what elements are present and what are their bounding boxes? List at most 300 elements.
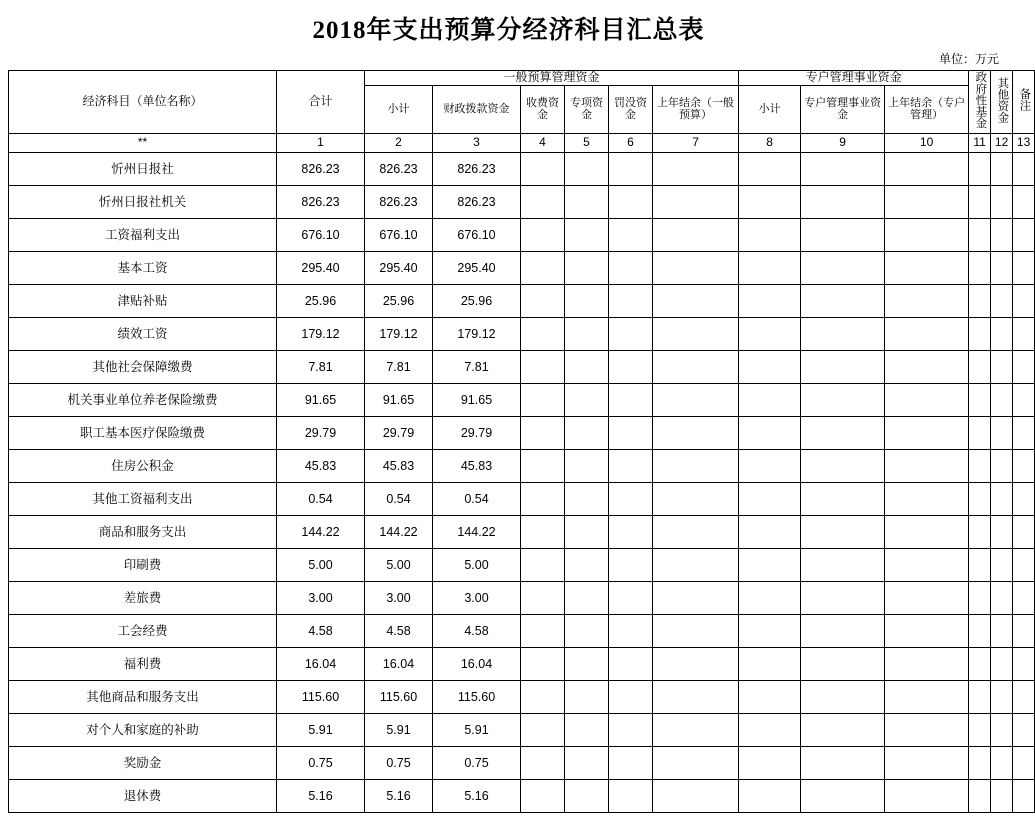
- cell-other-fund: [991, 284, 1013, 317]
- cell-gov-fund: [969, 482, 991, 515]
- cell-special-carryover: [885, 350, 969, 383]
- table-row: [9, 152, 1035, 185]
- cell-fine: [609, 680, 653, 713]
- cell-special-carryover: [885, 713, 969, 746]
- cell-carryover: [653, 647, 739, 680]
- cell-other-fund: [991, 185, 1013, 218]
- cell-special-subtotal: [739, 416, 801, 449]
- cell-special-carryover: [885, 779, 969, 812]
- table-row: [9, 251, 1035, 284]
- cell-subject-name: 津贴补贴: [9, 284, 277, 317]
- cell-special-fund: [801, 614, 885, 647]
- table-row: [9, 746, 1035, 779]
- cell-remark: [1013, 251, 1035, 284]
- cell-special-carryover: [885, 185, 969, 218]
- cell-gov-fund: [969, 746, 991, 779]
- header-remark-text: 备注: [1018, 88, 1031, 112]
- cell-general-subtotal: 144.22: [365, 515, 433, 548]
- cell-special-carryover: [885, 218, 969, 251]
- cell-total: 25.96: [277, 284, 365, 317]
- cell-special-subtotal: [739, 185, 801, 218]
- cell-fiscal: 5.00: [433, 548, 521, 581]
- cell-fee: [521, 746, 565, 779]
- cell-total: 0.75: [277, 746, 365, 779]
- header-special-carryover: 上年结余（专户管理）: [885, 85, 969, 133]
- cell-general-subtotal: 5.00: [365, 548, 433, 581]
- cell-gov-fund: [969, 581, 991, 614]
- cell-fee: [521, 548, 565, 581]
- cell-remark: [1013, 614, 1035, 647]
- cell-other-fund: [991, 218, 1013, 251]
- colnum-12: 12: [991, 133, 1013, 152]
- cell-other-fund: [991, 350, 1013, 383]
- cell-special-fund: [801, 284, 885, 317]
- colnum-4: 4: [521, 133, 565, 152]
- cell-other-fund: [991, 152, 1013, 185]
- cell-fine: [609, 383, 653, 416]
- table-row: [9, 350, 1035, 383]
- cell-special: [565, 383, 609, 416]
- cell-carryover: [653, 218, 739, 251]
- cell-special-subtotal: [739, 449, 801, 482]
- cell-total: 91.65: [277, 383, 365, 416]
- cell-general-subtotal: 295.40: [365, 251, 433, 284]
- cell-remark: [1013, 350, 1035, 383]
- cell-carryover: [653, 746, 739, 779]
- cell-fee: [521, 185, 565, 218]
- cell-total: 0.54: [277, 482, 365, 515]
- cell-remark: [1013, 185, 1035, 218]
- cell-special-fund: [801, 680, 885, 713]
- header-general-fee-text: 收费资金: [526, 96, 559, 122]
- header-general-special: [565, 85, 609, 133]
- cell-subject-name: 商品和服务支出: [9, 515, 277, 548]
- cell-special-carryover: [885, 614, 969, 647]
- table-row: [9, 185, 1035, 218]
- cell-fiscal: 7.81: [433, 350, 521, 383]
- colnum-1: 1: [277, 133, 365, 152]
- cell-total: 16.04: [277, 647, 365, 680]
- cell-special-fund: [801, 548, 885, 581]
- cell-remark: [1013, 647, 1035, 680]
- cell-special-carryover: [885, 680, 969, 713]
- cell-special: [565, 746, 609, 779]
- cell-subject-name: 其他社会保障缴费: [9, 350, 277, 383]
- cell-fee: [521, 482, 565, 515]
- cell-carryover: [653, 152, 739, 185]
- cell-gov-fund: [969, 779, 991, 812]
- cell-carryover: [653, 383, 739, 416]
- cell-subject-name: 工资福利支出: [9, 218, 277, 251]
- table-row: [9, 284, 1035, 317]
- cell-fine: [609, 416, 653, 449]
- cell-general-subtotal: 179.12: [365, 317, 433, 350]
- cell-other-fund: [991, 416, 1013, 449]
- cell-other-fund: [991, 317, 1013, 350]
- cell-remark: [1013, 713, 1035, 746]
- cell-total: 3.00: [277, 581, 365, 614]
- cell-fine: [609, 317, 653, 350]
- cell-carryover: [653, 482, 739, 515]
- cell-other-fund: [991, 647, 1013, 680]
- cell-subject-name: 其他商品和服务支出: [9, 680, 277, 713]
- cell-special-subtotal: [739, 779, 801, 812]
- cell-special: [565, 350, 609, 383]
- cell-special-carryover: [885, 482, 969, 515]
- cell-total: 144.22: [277, 515, 365, 548]
- cell-special-carryover: [885, 548, 969, 581]
- cell-remark: [1013, 482, 1035, 515]
- cell-gov-fund: [969, 548, 991, 581]
- cell-fiscal: 91.65: [433, 383, 521, 416]
- cell-fine: [609, 713, 653, 746]
- page-title: 2018年支出预算分经济科目汇总表: [312, 17, 705, 44]
- cell-special-carryover: [885, 581, 969, 614]
- cell-general-subtotal: 4.58: [365, 614, 433, 647]
- cell-special: [565, 449, 609, 482]
- cell-fiscal: 115.60: [433, 680, 521, 713]
- colnum-13: 13: [1013, 133, 1035, 152]
- header-general-subtotal: 小计: [365, 85, 433, 133]
- cell-special-subtotal: [739, 317, 801, 350]
- table-header-row-1: [9, 71, 1035, 86]
- cell-special-fund: [801, 416, 885, 449]
- cell-special-subtotal: [739, 350, 801, 383]
- colnum-11: 11: [969, 133, 991, 152]
- cell-fee: [521, 284, 565, 317]
- cell-fee: [521, 152, 565, 185]
- cell-special-fund: [801, 482, 885, 515]
- cell-subject-name: 职工基本医疗保险缴费: [9, 416, 277, 449]
- header-general-fiscal: 财政拨款资金: [433, 85, 521, 133]
- cell-fine: [609, 218, 653, 251]
- cell-other-fund: [991, 581, 1013, 614]
- cell-fine: [609, 647, 653, 680]
- cell-special-carryover: [885, 284, 969, 317]
- cell-carryover: [653, 581, 739, 614]
- cell-fiscal: 16.04: [433, 647, 521, 680]
- cell-special-subtotal: [739, 515, 801, 548]
- cell-remark: [1013, 416, 1035, 449]
- cell-special-carryover: [885, 647, 969, 680]
- cell-general-subtotal: 91.65: [365, 383, 433, 416]
- cell-gov-fund: [969, 185, 991, 218]
- header-other-fund-text: 其他资金: [996, 76, 1009, 123]
- cell-fine: [609, 449, 653, 482]
- cell-carryover: [653, 350, 739, 383]
- cell-gov-fund: [969, 383, 991, 416]
- cell-special-fund: [801, 515, 885, 548]
- cell-special-subtotal: [739, 746, 801, 779]
- cell-fee: [521, 449, 565, 482]
- cell-carryover: [653, 779, 739, 812]
- cell-general-subtotal: 115.60: [365, 680, 433, 713]
- cell-subject-name: 忻州日报社: [9, 152, 277, 185]
- cell-fiscal: 0.75: [433, 746, 521, 779]
- cell-carryover: [653, 251, 739, 284]
- table-row: [9, 548, 1035, 581]
- cell-general-subtotal: 5.16: [365, 779, 433, 812]
- cell-gov-fund: [969, 416, 991, 449]
- cell-remark: [1013, 449, 1035, 482]
- cell-special-subtotal: [739, 152, 801, 185]
- cell-fee: [521, 581, 565, 614]
- cell-subject-name: 绩效工资: [9, 317, 277, 350]
- cell-general-subtotal: 3.00: [365, 581, 433, 614]
- cell-subject-name: 差旅费: [9, 581, 277, 614]
- unit-note: 单位：万元: [938, 52, 999, 66]
- cell-fine: [609, 548, 653, 581]
- cell-subject-name: 退休费: [9, 779, 277, 812]
- cell-carryover: [653, 317, 739, 350]
- cell-special: [565, 713, 609, 746]
- cell-other-fund: [991, 746, 1013, 779]
- colnum-7: 7: [653, 133, 739, 152]
- cell-special: [565, 482, 609, 515]
- cell-special: [565, 779, 609, 812]
- cell-remark: [1013, 680, 1035, 713]
- cell-special-fund: [801, 746, 885, 779]
- cell-fine: [609, 746, 653, 779]
- cell-fee: [521, 383, 565, 416]
- cell-special: [565, 251, 609, 284]
- table-body: [9, 152, 1035, 812]
- cell-subject-name: 基本工资: [9, 251, 277, 284]
- cell-other-fund: [991, 383, 1013, 416]
- cell-fiscal: 4.58: [433, 614, 521, 647]
- cell-total: 115.60: [277, 680, 365, 713]
- cell-fee: [521, 515, 565, 548]
- cell-other-fund: [991, 482, 1013, 515]
- cell-gov-fund: [969, 251, 991, 284]
- cell-fine: [609, 779, 653, 812]
- header-special-subtotal: 小计: [739, 85, 801, 133]
- header-general-carryover: 上年结余（一般预算）: [653, 85, 739, 133]
- table-row: [9, 581, 1035, 614]
- cell-carryover: [653, 680, 739, 713]
- cell-gov-fund: [969, 647, 991, 680]
- header-general-fine: [609, 85, 653, 133]
- cell-remark: [1013, 284, 1035, 317]
- cell-fine: [609, 350, 653, 383]
- cell-general-subtotal: 45.83: [365, 449, 433, 482]
- cell-special-fund: [801, 251, 885, 284]
- cell-fine: [609, 152, 653, 185]
- cell-fee: [521, 779, 565, 812]
- colnum-9: 9: [801, 133, 885, 152]
- cell-general-subtotal: 7.81: [365, 350, 433, 383]
- cell-general-subtotal: 16.04: [365, 647, 433, 680]
- header-group-general: 一般预算管理资金: [365, 71, 739, 86]
- cell-remark: [1013, 383, 1035, 416]
- cell-general-subtotal: 826.23: [365, 185, 433, 218]
- cell-total: 45.83: [277, 449, 365, 482]
- cell-special: [565, 515, 609, 548]
- colnum-5: 5: [565, 133, 609, 152]
- cell-special-carryover: [885, 416, 969, 449]
- header-total: 合计: [277, 71, 365, 134]
- cell-special: [565, 647, 609, 680]
- cell-gov-fund: [969, 152, 991, 185]
- cell-special-subtotal: [739, 581, 801, 614]
- cell-fiscal: 295.40: [433, 251, 521, 284]
- cell-remark: [1013, 746, 1035, 779]
- cell-total: 5.00: [277, 548, 365, 581]
- cell-gov-fund: [969, 713, 991, 746]
- header-other-fund: [991, 71, 1013, 134]
- budget-summary-table: [8, 70, 1035, 813]
- cell-special-subtotal: [739, 680, 801, 713]
- table-row: [9, 515, 1035, 548]
- cell-total: 179.12: [277, 317, 365, 350]
- cell-carryover: [653, 548, 739, 581]
- colnum-subject: **: [9, 133, 277, 152]
- cell-remark: [1013, 515, 1035, 548]
- colnum-8: 8: [739, 133, 801, 152]
- cell-gov-fund: [969, 614, 991, 647]
- cell-special: [565, 152, 609, 185]
- cell-special: [565, 614, 609, 647]
- cell-fiscal: 5.16: [433, 779, 521, 812]
- cell-remark: [1013, 218, 1035, 251]
- cell-subject-name: 机关事业单位养老保险缴费: [9, 383, 277, 416]
- cell-fine: [609, 482, 653, 515]
- cell-fiscal: 144.22: [433, 515, 521, 548]
- cell-carryover: [653, 449, 739, 482]
- cell-other-fund: [991, 779, 1013, 812]
- header-general-special-text: 专项资金: [570, 96, 603, 122]
- cell-general-subtotal: 5.91: [365, 713, 433, 746]
- cell-fee: [521, 350, 565, 383]
- cell-general-subtotal: 0.75: [365, 746, 433, 779]
- cell-fiscal: 826.23: [433, 185, 521, 218]
- cell-special: [565, 416, 609, 449]
- cell-special-carryover: [885, 449, 969, 482]
- colnum-2: 2: [365, 133, 433, 152]
- cell-special-fund: [801, 581, 885, 614]
- cell-fee: [521, 317, 565, 350]
- cell-gov-fund: [969, 449, 991, 482]
- cell-remark: [1013, 152, 1035, 185]
- cell-special: [565, 284, 609, 317]
- cell-gov-fund: [969, 515, 991, 548]
- cell-other-fund: [991, 713, 1013, 746]
- cell-special-fund: [801, 218, 885, 251]
- cell-gov-fund: [969, 218, 991, 251]
- cell-special-fund: [801, 779, 885, 812]
- cell-fiscal: 25.96: [433, 284, 521, 317]
- cell-fiscal: 3.00: [433, 581, 521, 614]
- cell-special: [565, 548, 609, 581]
- cell-carryover: [653, 515, 739, 548]
- cell-fine: [609, 185, 653, 218]
- cell-other-fund: [991, 614, 1013, 647]
- cell-other-fund: [991, 680, 1013, 713]
- cell-fee: [521, 713, 565, 746]
- cell-fiscal: 45.83: [433, 449, 521, 482]
- cell-subject-name: 住房公积金: [9, 449, 277, 482]
- table-row: [9, 680, 1035, 713]
- cell-special-subtotal: [739, 548, 801, 581]
- table-row: [9, 317, 1035, 350]
- cell-fiscal: 29.79: [433, 416, 521, 449]
- cell-fiscal: 676.10: [433, 218, 521, 251]
- cell-subject-name: 忻州日报社机关: [9, 185, 277, 218]
- cell-general-subtotal: 676.10: [365, 218, 433, 251]
- cell-special-fund: [801, 383, 885, 416]
- cell-carryover: [653, 185, 739, 218]
- cell-total: 295.40: [277, 251, 365, 284]
- cell-fee: [521, 218, 565, 251]
- cell-special-fund: [801, 185, 885, 218]
- cell-subject-name: 工会经费: [9, 614, 277, 647]
- cell-general-subtotal: 29.79: [365, 416, 433, 449]
- cell-fee: [521, 680, 565, 713]
- cell-special-fund: [801, 317, 885, 350]
- table-row: [9, 416, 1035, 449]
- cell-special: [565, 581, 609, 614]
- header-general-fee: [521, 85, 565, 133]
- cell-general-subtotal: 0.54: [365, 482, 433, 515]
- table-row: [9, 779, 1035, 812]
- table-row: [9, 383, 1035, 416]
- cell-special-fund: [801, 449, 885, 482]
- cell-special-carryover: [885, 152, 969, 185]
- cell-remark: [1013, 581, 1035, 614]
- cell-carryover: [653, 284, 739, 317]
- cell-general-subtotal: 826.23: [365, 152, 433, 185]
- cell-special-carryover: [885, 383, 969, 416]
- header-group-special: 专户管理事业资金: [739, 71, 969, 86]
- table-row: [9, 482, 1035, 515]
- cell-general-subtotal: 25.96: [365, 284, 433, 317]
- cell-fiscal: 179.12: [433, 317, 521, 350]
- cell-remark: [1013, 317, 1035, 350]
- cell-special-subtotal: [739, 218, 801, 251]
- cell-fee: [521, 251, 565, 284]
- cell-special: [565, 218, 609, 251]
- cell-special-fund: [801, 647, 885, 680]
- cell-other-fund: [991, 548, 1013, 581]
- cell-remark: [1013, 779, 1035, 812]
- cell-subject-name: 福利费: [9, 647, 277, 680]
- cell-gov-fund: [969, 680, 991, 713]
- cell-special-fund: [801, 350, 885, 383]
- table-row: [9, 614, 1035, 647]
- cell-fine: [609, 251, 653, 284]
- cell-subject-name: 印刷费: [9, 548, 277, 581]
- cell-total: 4.58: [277, 614, 365, 647]
- cell-other-fund: [991, 515, 1013, 548]
- cell-total: 676.10: [277, 218, 365, 251]
- cell-fine: [609, 581, 653, 614]
- cell-fiscal: 5.91: [433, 713, 521, 746]
- cell-special-subtotal: [739, 713, 801, 746]
- cell-special-subtotal: [739, 383, 801, 416]
- cell-total: 29.79: [277, 416, 365, 449]
- header-gov-fund: [969, 71, 991, 134]
- colnum-3: 3: [433, 133, 521, 152]
- table-row: [9, 713, 1035, 746]
- cell-special-carryover: [885, 515, 969, 548]
- cell-gov-fund: [969, 284, 991, 317]
- table-row: [9, 647, 1035, 680]
- cell-subject-name: 对个人和家庭的补助: [9, 713, 277, 746]
- cell-special-fund: [801, 713, 885, 746]
- cell-other-fund: [991, 251, 1013, 284]
- cell-special-carryover: [885, 251, 969, 284]
- cell-fiscal: 0.54: [433, 482, 521, 515]
